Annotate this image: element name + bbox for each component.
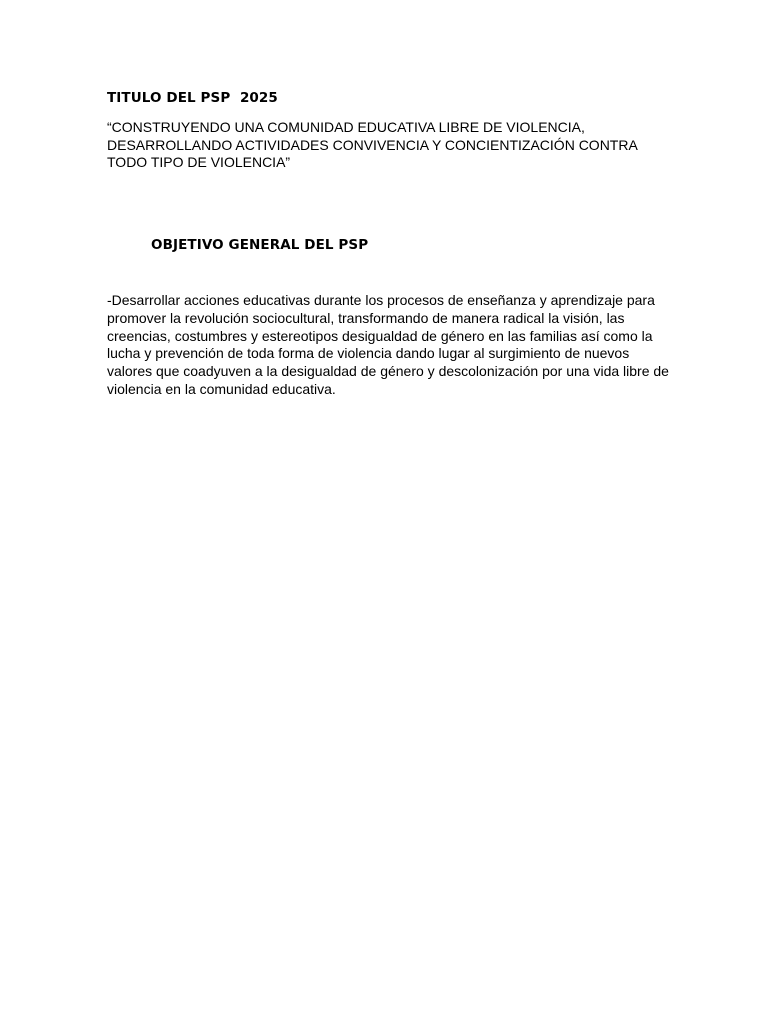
objective-paragraph: -Desarrollar acciones educativas durante los procesos de enseñanza y aprendizaje para promover la revolución sociocultural, transformando de manera radical la visión, las creencias, costumbres y estereotipos desigualdad de género en las familias así como la lucha y prevención de toda forma de violencia dando lugar al surgimiento de nuevos valores que coadyuven a la desigualdad de género y descolonización por una vida libre de violencia en la comunidad educativa.	[107, 292, 669, 397]
objective-heading: OBJETIVO GENERAL DEL PSP	[151, 237, 369, 253]
document-title: TITULO DEL PSP 2025	[107, 90, 278, 106]
psp-title-text: “CONSTRUYENDO UNA COMUNIDAD EDUCATIVA LIBRE DE VIOLENCIA, DESARROLLANDO ACTIVIDADES CONVIVENCIA Y CONCIENTIZACIÓN CONTRA TODO TIPO DE VIOLENCIA”	[107, 119, 638, 170]
